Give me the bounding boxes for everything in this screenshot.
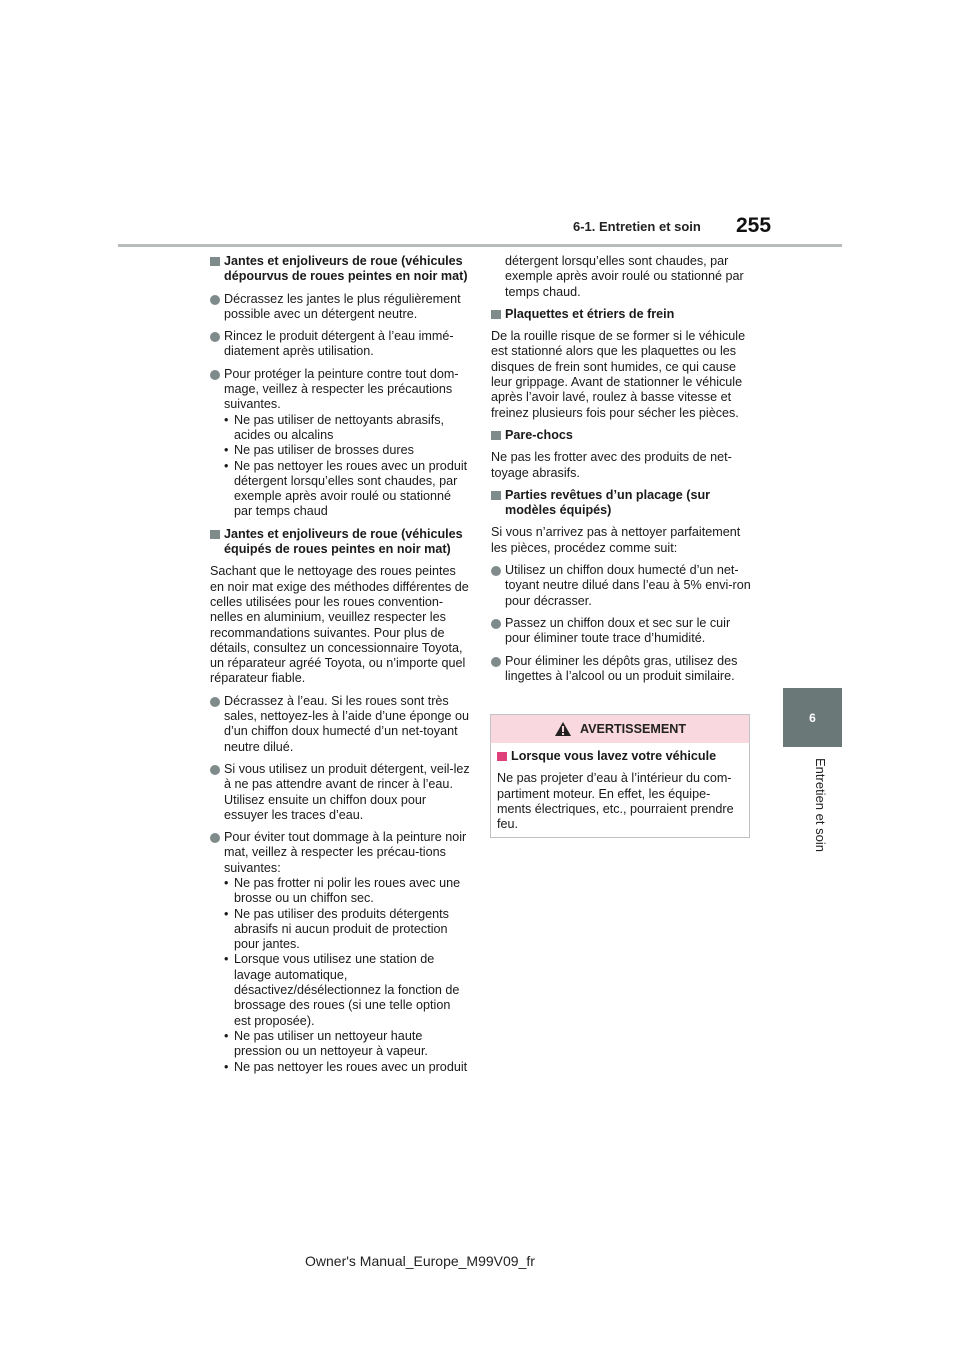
warning-body	[491, 743, 749, 832]
section-heading: Plaquettes et étriers de frein	[491, 307, 753, 322]
warning-header	[491, 715, 749, 743]
square-bullet-icon	[210, 257, 220, 266]
warning-title: AVERTISSEMENT	[579, 722, 687, 736]
continuation-text: détergent lorsqu’elles sont chaudes, par exemple après avoir roulé ou stationné par temps chaud.	[505, 254, 744, 299]
paragraph: Sachant que le nettoyage des roues peintes en noir mat exige des méthodes différentes de celles utilisées pour les roues convention-nelles en aluminium, veuillez respecter les recommandations suivantes. Pour plus de détails, consultez un concessionnaire Toyota, un réparateur agréé Toyota, ou n’importe quel réparateur fiable.	[210, 564, 469, 686]
chapter-tab[interactable]: 6	[783, 688, 842, 747]
sub-list-item: • Ne pas utiliser de brosses dures	[224, 443, 470, 458]
sub-list-item: • Ne pas nettoyer les roues avec un produit détergent lorsqu’elles sont chaudes, par exemple après avoir roulé ou stationné par temps chaud	[224, 459, 470, 520]
circle-bullet-icon	[491, 619, 501, 629]
square-bullet-icon	[210, 530, 220, 539]
warning-triangle-icon	[554, 721, 572, 737]
list-item: Utilisez un chiffon doux humecté d’un net-toyant neutre dilué dans l’eau à 5% envi-ron pour décrasser.	[491, 563, 753, 609]
warning-box	[490, 714, 750, 838]
sub-list-item: • Lorsque vous utilisez une station de lavage automatique, désactivez/désélectionnez la fonction de brossage des roues (si une telle option est proposée).	[224, 952, 470, 1028]
list-item: Pour éliminer les dépôts gras, utilisez des lingettes à l’alcool ou un produit similaire.	[491, 654, 753, 685]
left-column	[210, 254, 470, 1082]
circle-bullet-icon	[491, 657, 501, 667]
list-item: Décrassez les jantes le plus régulièrement possible avec un détergent neutre.	[210, 292, 470, 323]
warning-text: Ne pas projeter d’eau à l’intérieur du com-partiment moteur. En effet, les équipe-ments électriques, etc., pourraient prendre feu.	[497, 771, 734, 832]
square-bullet-icon	[497, 752, 507, 761]
square-bullet-icon	[491, 491, 501, 500]
paragraph: Ne pas les frotter avec des produits de net-toyage abrasifs.	[491, 450, 732, 480]
sub-list-item: • Ne pas frotter ni polir les roues avec une brosse ou un chiffon sec.	[224, 876, 470, 907]
list-item: Pour éviter tout dommage à la peinture noir mat, veillez à respecter les précau-tions suivantes: • Ne pas frotter ni polir les roues avec une brosse ou un chiffon sec. • Ne pas utiliser des produits détergents abrasifs ni aucun produit de protection pour jantes. • Lorsque vous utilisez une station de lavage automatique, désactivez/désélectionnez la fonction de brossage des roues (si une telle option est proposée). • Ne pas utiliser un nettoyeur haute pression ou un nettoyeur à vapeur. • Ne pas nettoyer les roues avec un produit	[210, 830, 470, 1075]
section-title: 6-1. Entretien et soin	[573, 219, 701, 234]
circle-bullet-icon	[210, 833, 220, 843]
circle-bullet-icon	[210, 765, 220, 775]
section-heading: Jantes et enjoliveurs de roue (véhicules équipés de roues peintes en noir mat)	[210, 527, 470, 558]
list-item: Rincez le produit détergent à l’eau immé-diatement après utilisation.	[210, 329, 470, 360]
right-column	[491, 254, 753, 691]
warning-heading: Lorsque vous lavez votre véhicule	[497, 749, 743, 764]
section-heading: Pare-chocs	[491, 428, 753, 443]
paragraph: Si vous n’arrivez pas à nettoyer parfaitement les pièces, procédez comme suit:	[491, 525, 741, 555]
sub-list-item: • Ne pas utiliser des produits détergents abrasifs ni aucun produit de protection pour jantes.	[224, 907, 470, 953]
sub-list-item: • Ne pas nettoyer les roues avec un produit	[224, 1060, 470, 1075]
chapter-tab-label: Entretien et soin	[813, 758, 828, 852]
circle-bullet-icon	[210, 332, 220, 342]
section-heading: Jantes et enjoliveurs de roue (véhicules dépourvus de roues peintes en noir mat)	[210, 254, 470, 285]
paragraph: De la rouille risque de se former si le véhicule est stationné alors que les plaquettes ou les disques de frein sont humides, ce qui cause leur grippage. Avant de stationner le véhicule après l’avoir lavé, roulez à basse vitesse et freinez plusieurs fois pour sécher les pièces.	[491, 329, 746, 420]
square-bullet-icon	[491, 431, 501, 440]
circle-bullet-icon	[491, 566, 501, 576]
header-rule	[118, 244, 842, 247]
sub-list-item: • Ne pas utiliser de nettoyants abrasifs, acides ou alcalins	[224, 413, 470, 444]
list-item: Décrassez à l’eau. Si les roues sont très sales, nettoyez-les à l’aide d’une éponge ou d’un chiffon doux humecté d’un net-toyant neutre dilué.	[210, 694, 470, 755]
square-bullet-icon	[491, 310, 501, 319]
sub-list-item: • Ne pas utiliser un nettoyeur haute pression ou un nettoyeur à vapeur.	[224, 1029, 470, 1060]
footer-text: Owner's Manual_Europe_M99V09_fr	[305, 1253, 535, 1269]
list-item: Passez un chiffon doux et sec sur le cuir pour éliminer toute trace d’humidité.	[491, 616, 753, 647]
list-item: Pour protéger la peinture contre tout dom-mage, veillez à respecter les précautions suivantes. • Ne pas utiliser de nettoyants abrasifs, acides ou alcalins • Ne pas utiliser de brosses dures • Ne pas nettoyer les roues avec un produit détergent lorsqu’elles sont chaudes, par exemple après avoir roulé ou stationné par temps chaud	[210, 367, 470, 520]
circle-bullet-icon	[210, 697, 220, 707]
section-heading: Parties revêtues d’un placage (sur modèles équipés)	[491, 488, 753, 519]
page-number: 255	[736, 214, 772, 237]
list-item: Si vous utilisez un produit détergent, veil-lez à ne pas attendre avant de rincer à l’eau. Utilisez ensuite un chiffon doux pour essuyer les traces d’eau.	[210, 762, 470, 823]
circle-bullet-icon	[210, 370, 220, 380]
circle-bullet-icon	[210, 295, 220, 305]
